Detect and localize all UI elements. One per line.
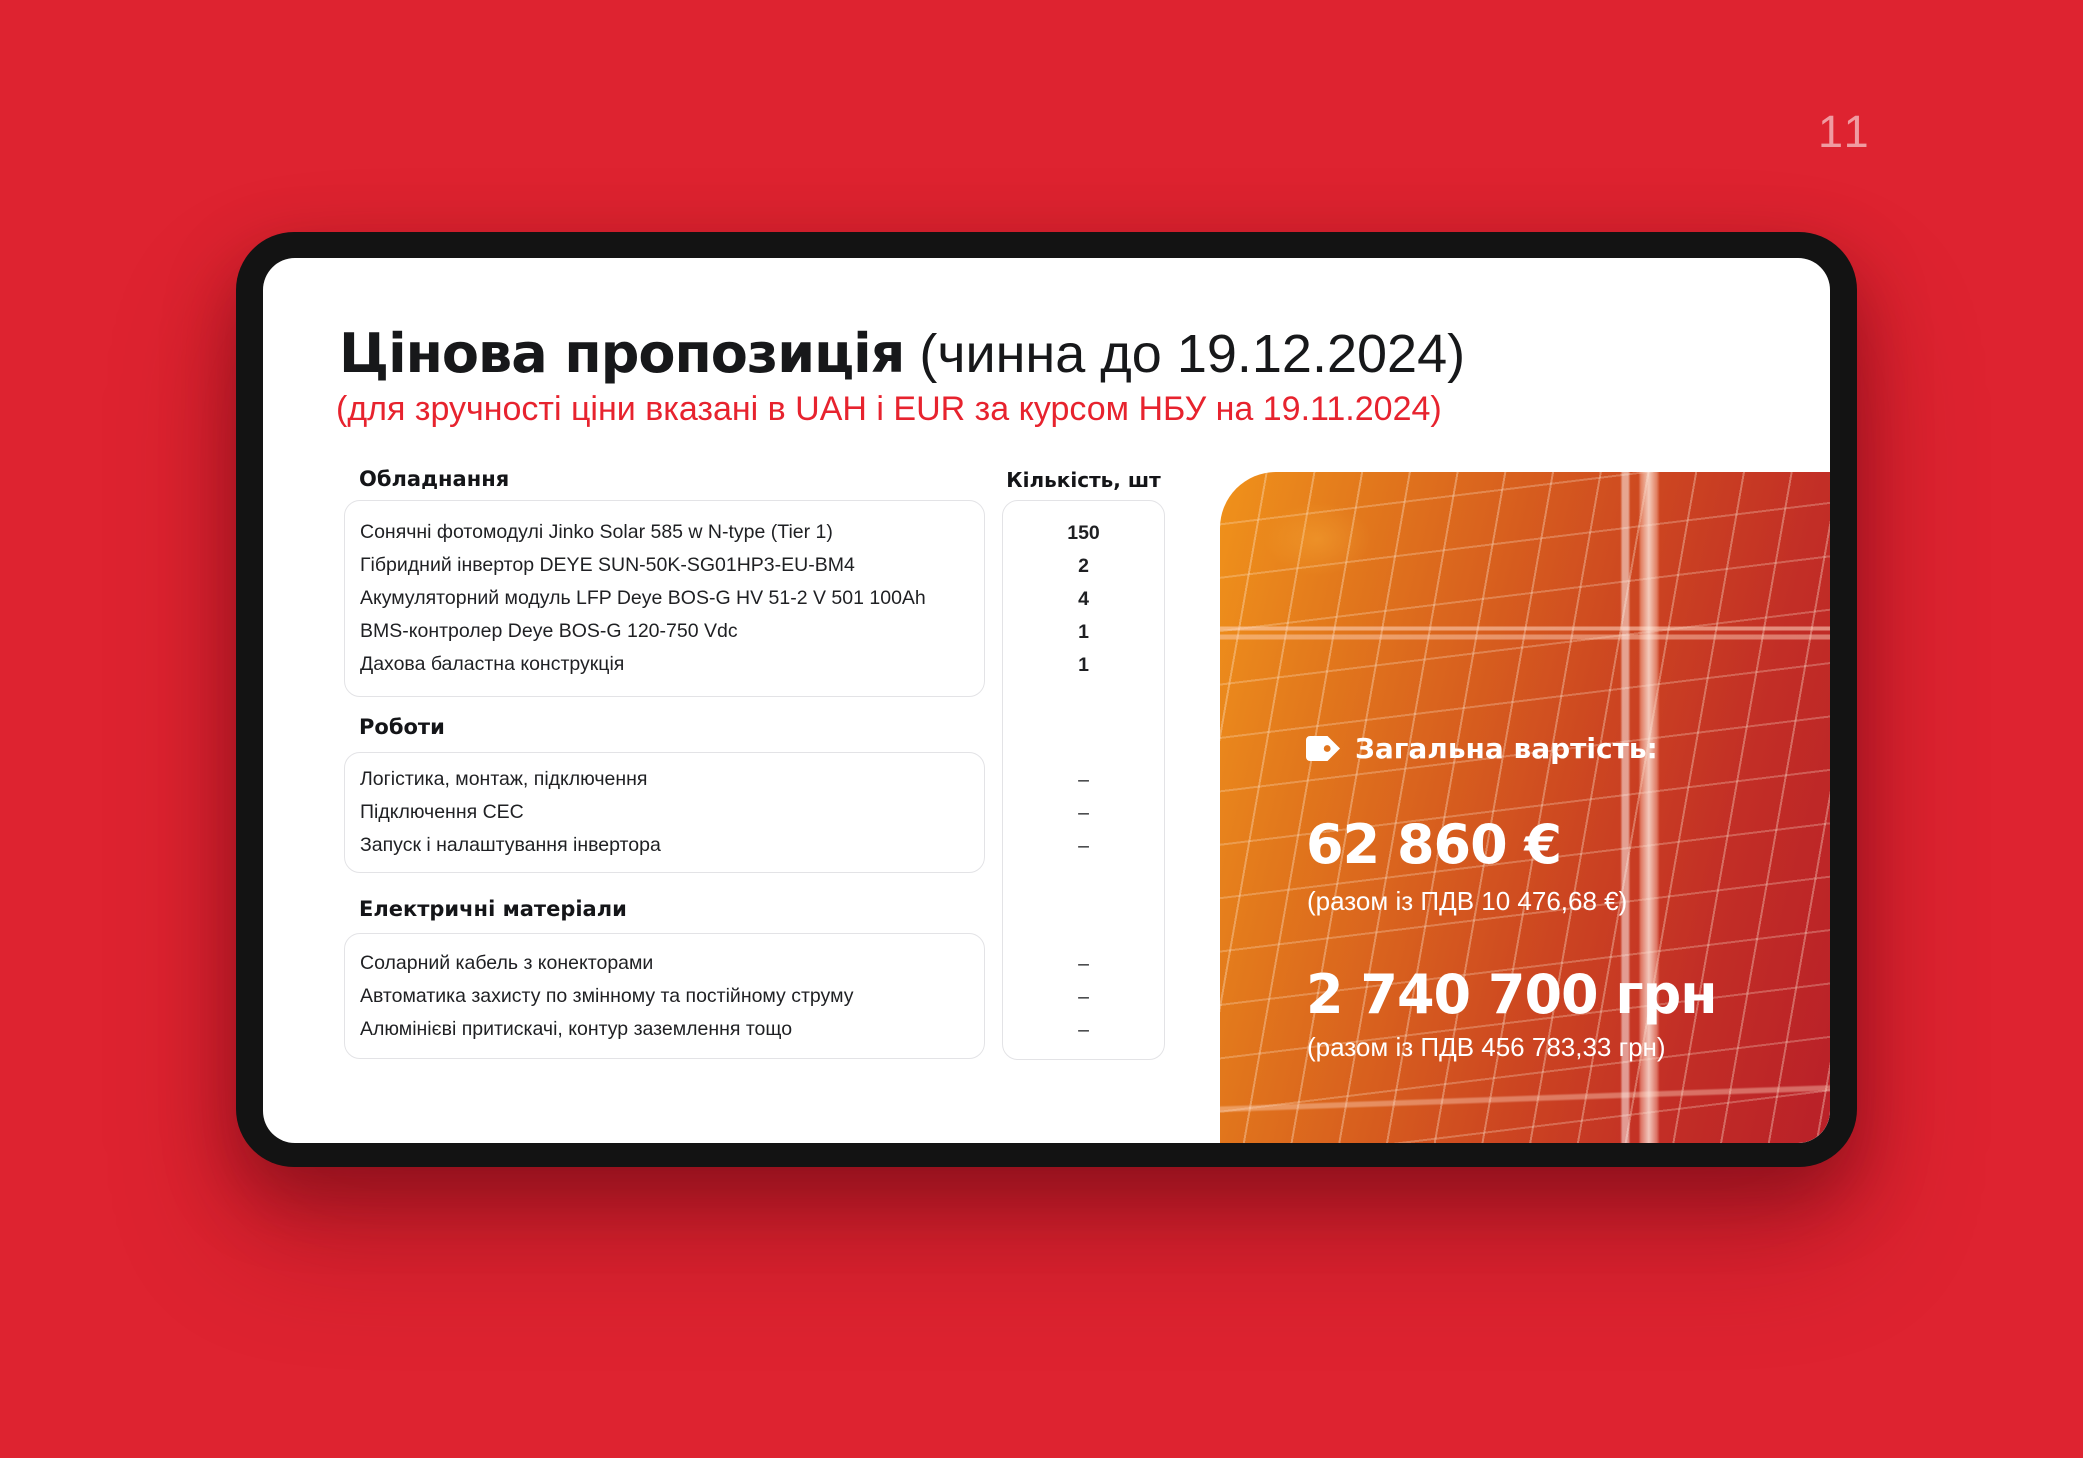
table-row-qty: – xyxy=(1078,1018,1089,1041)
table-row-qty: 1 xyxy=(1078,621,1089,643)
total-eur: 62 860 € xyxy=(1306,813,1562,876)
table-row-qty: 2 xyxy=(1078,555,1089,577)
page-subtitle: (для зручності ціни вказані в UAH і EUR за курсом НБУ на 19.11.2024) xyxy=(336,390,1442,428)
quantity-group-works xyxy=(1003,753,1164,874)
page-number: 11 xyxy=(1818,106,1873,157)
table-row-name: Сонячні фотомодулі Jinko Solar 585 w N-type (Tier 1) xyxy=(360,521,833,543)
quantity-column xyxy=(1002,500,1165,1060)
table-row xyxy=(345,582,984,615)
device-frame xyxy=(236,232,1857,1167)
table-row xyxy=(345,549,984,582)
table-row-name: Автоматика захисту по змінному та постійному струму xyxy=(360,984,854,1007)
table-row-qty: – xyxy=(1078,802,1089,824)
table-row xyxy=(345,763,984,796)
total-uah-vat: (разом із ПДВ 456 783,33 грн) xyxy=(1307,1032,1666,1062)
table-row-qty: – xyxy=(1078,985,1089,1008)
page-title xyxy=(339,322,1465,387)
total-cost-label: Загальна вартість: xyxy=(1355,732,1658,765)
table-row-name: Запуск і налаштування інвертора xyxy=(360,834,661,856)
solar-panel-photo xyxy=(1220,472,1830,1143)
equipment-box xyxy=(344,500,985,697)
page-title-regular: (чинна до 19.12.2024) xyxy=(904,324,1466,384)
slide-canvas xyxy=(263,258,1830,1143)
table-row-qty: – xyxy=(1078,835,1089,857)
section-label-works: Роботи xyxy=(359,715,445,739)
total-cost-header xyxy=(1305,732,1658,765)
materials-box xyxy=(344,933,985,1059)
table-row xyxy=(345,648,984,681)
section-label-equipment: Обладнання xyxy=(359,467,510,491)
total-uah: 2 740 700 грн xyxy=(1306,963,1717,1026)
quantity-column-header: Кількість, шт xyxy=(1006,468,1161,492)
works-box xyxy=(344,752,985,873)
table-row xyxy=(345,829,984,862)
table-row xyxy=(345,796,984,829)
table-row-qty: – xyxy=(1078,952,1089,975)
table-row-name: Гібридний інвертор DEYE SUN-50K-SG01HP3-EU-BM4 xyxy=(360,554,855,576)
page-title-bold: Цінова пропозиція xyxy=(339,322,905,385)
table-row-name: Логістика, монтаж, підключення xyxy=(360,768,648,790)
table-row xyxy=(345,615,984,648)
table-row-qty: 4 xyxy=(1078,588,1089,610)
table-row-qty: 150 xyxy=(1067,522,1100,544)
table-row xyxy=(345,1013,984,1046)
table-row xyxy=(345,947,984,980)
table-row-name: Підключення СЕС xyxy=(360,801,524,823)
table-row-name: Дахова баластна конструкція xyxy=(360,653,625,675)
table-row xyxy=(345,980,984,1013)
quantity-group-equipment xyxy=(1003,501,1164,698)
total-eur-vat: (разом із ПДВ 10 476,68 €) xyxy=(1307,886,1628,916)
table-row-qty: – xyxy=(1078,769,1089,791)
quantity-group-materials xyxy=(1003,934,1164,1060)
table-row-name: BMS-контролер Deye BOS-G 120-750 Vdc xyxy=(360,620,738,642)
price-tag-icon xyxy=(1305,735,1341,762)
table-row-name: Акумуляторний модуль LFP Deye BOS-G HV 51-2 V 501 100Ah xyxy=(360,587,926,609)
table-row-name: Соларний кабель з конекторами xyxy=(360,951,654,974)
table-row-qty: 1 xyxy=(1078,654,1089,676)
table-row-name: Алюмінієві притискачі, контур заземлення тощо xyxy=(360,1017,793,1040)
section-label-materials: Електричні матеріали xyxy=(359,897,627,921)
table-row xyxy=(345,516,984,549)
